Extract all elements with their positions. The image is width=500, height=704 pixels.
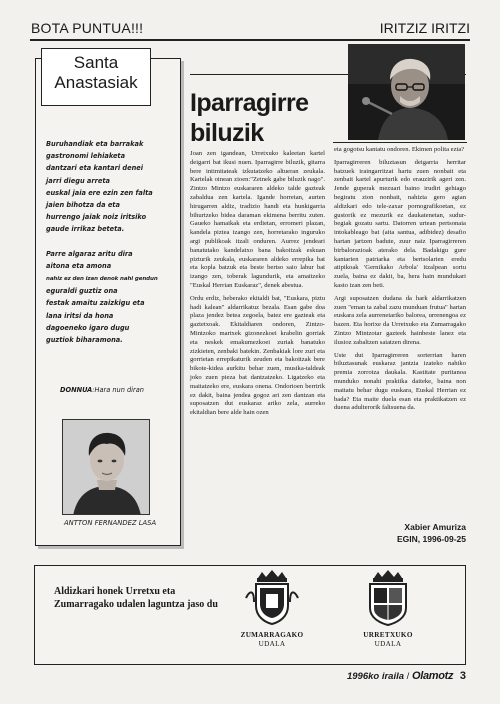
poem-line: dantzari eta kantari denei (46, 164, 144, 173)
poem-line: hurrengo jaiak noiz iritsiko (46, 213, 147, 222)
byline-author: Xabier Amuriza (404, 522, 466, 532)
zumarraga-coat-of-arms-icon (244, 568, 300, 626)
header-divider (30, 39, 470, 41)
poem-line: eguraldi guztiz ona (46, 287, 118, 296)
page-number: 3 (459, 670, 466, 682)
poem-line: dagoeneko igaro dugu (46, 323, 130, 332)
poem-line: gaude irrikaz beteta. (46, 225, 125, 234)
sponsor-text: Aldizkari honek Urretxu eta Zumarragako udalen laguntza jaso du (54, 586, 218, 610)
article-paragraph: Ordu erdiz, heberako ekitaldi bat, "Euskara, piztu hadi kalean" aldarrikatuz bezala. Esan gabe doa plaza jendez betea zegoela, batez ere gazteak eta gaztetxoak. Ekitaldiaren ondoren, Zintzo-Mintzoko martxek gizonezkoei krabelin gorriak eta neskek emakumezkoei zuriak banatuko zizkieten, zenbaki batekin. Zenbakiak lore zuri eta gorrietan errepikaturik zeuden eta bakoitzak bere bikote-kidea aurkitu behar zuen, musika-taldeak joko zuen pieza bat dantzatzeko. Ligatzeko eta maitatzeko ere, euskara onena. Ondorioen berririk ez dakit, baina jendea gogoz ari zen dantzan eta suposatzen dut euskaraz ariko zela, aurreko ekitaldian bere alde hain ozen (190, 294, 325, 417)
poem-text (46, 138, 174, 358)
poem-signature-rest: :Hara nun diran (92, 386, 144, 394)
zumarraga-seal (237, 568, 307, 649)
urretxu-label-2: UDALA (374, 640, 402, 648)
issue-date: 1996ko iraila (346, 671, 405, 682)
poem-line: nahiz ez den izan denok nahi gendun (46, 276, 158, 283)
page-footer (347, 670, 466, 682)
poem-signature (60, 386, 144, 394)
author-photo-illustration (348, 44, 465, 140)
byline-source: EGIN, 1996-09-25 (397, 534, 466, 544)
poem-author: DONNUA (60, 386, 93, 394)
article-column-1 (190, 150, 325, 422)
article-column-2 (334, 146, 466, 417)
article-paragraph: Uste dut Iparragirreren sorterrian haren biluztasunak euskaraz jantzia izateko nahiko premia zorrotza daukala. Kastitate puritanoa munduko nonahi praktika daiteke, baina non maitatu behar dugu euskara, Euskal Herrian ez bada? Eta maite duela esan eta praktikatzen ez duena adulterorik faltsuena da. (334, 351, 466, 412)
portrait-illustration (63, 420, 150, 515)
article-paragraph: Argi suposatzen dudana da hark aldarrikatzen zuen "eman ta zabal zazu munduan frutua" hartan euskara zela aurrenetariko balorea, urrenengoa ez bazen. Eta horixe da Urretxuko eta Zumarragako Zintzo Mintzotar gazteek hainbeste lanez eta ilusioz zabaltzen saiatzen direna. (334, 294, 466, 346)
headline-line1: Iparragirre (190, 89, 309, 117)
poem-stanza-2 (46, 248, 174, 347)
poem-stanza-1 (46, 138, 174, 236)
zumarraga-label-2: UDALA (258, 640, 286, 648)
poem-line: gastronomi lehiaketa (46, 152, 126, 161)
urretxu-coat-of-arms-icon (362, 568, 414, 626)
author-photo (348, 44, 465, 140)
article-paragraph: Joan zen igandean, Urretxuko kaleetan kartel deigarri bat ikusi nuen. Iparragirre biluzik, gitarra bere intimitateak izkutatzeko altueran zeukala. Kartelak oinean zioen:"Zeinek gabe biluzik nago". Zintzo Mintzo euskararen aldeko talde gazteak zabaldua zen kartela. Igande horretan, aurten hirugarren aldiz, tradizio handi eta hunkigarria bihurtzeko bidea daraman ekimena berritu zuten. Gaueko hamaikak eta erdietan, erromeri plazan, kandela piztea izango zen, horretarako inguruko argi publikoak itzali onduren. Aurrez jendeari banatutako kandelatxo bana bakoitzak eskuan pizturik zeukala, euskararen aldeko errepika bat eta kopla batzuk eta beste bertso saio labur bat izango zen, toberak lagundurik, eta amaitzeko "Euskal Herrian Euskaraz", denek abestua. (190, 150, 325, 289)
portrait-caption: ANTTON FERNANDEZ LASA (64, 519, 157, 527)
urretxu-label-1: URRETXUKO (363, 631, 413, 639)
article-byline (380, 521, 466, 545)
zumarraga-label-1: ZUMARRAGAKO (240, 631, 304, 639)
section-label-right: IRITZIZ IRITZI (379, 20, 470, 36)
poem-title-line1: Santa (73, 53, 119, 72)
urretxu-seal (357, 568, 419, 649)
article-paragraph: Iparragirreren biluztasun deigarria herritar batzuek iraingarritzat hartu zuen nonbait eta zenbait kartel apurturik edo erauzirik ageri zen. Jende guperak mezuari baino irudiri gehiago begiratu zion nonbait, nahizta gero agian aldizkari edo tele-zaxar pornografikoetan, ez gustorik ez mezurik ez daukatenetan, sudur-begiak gozatu sartu. Datorren urtean pertsonaia intokableago bat (aita santua, adibidez) desafio hartan jartzen badute, zuur naiz Iparragirreren birbalorazioak aterako dela. Badakigu gure kantarien patriarka eta bertsolarien eredu atipikoak 'Gernikako Arbola' itzalpean sortu zuela, baina ez dakit, ba, hera hain mundukari kasto izan zen beti. (334, 158, 466, 289)
footer-separator: / (406, 671, 410, 682)
article-headline (190, 88, 308, 148)
poem-line: aitona eta amona (46, 261, 112, 270)
magazine-logo: Olamotz (411, 670, 454, 682)
poem-line: Parre algaraz aritu dira (46, 249, 133, 258)
poem-line: guztiok biharamona. (46, 336, 123, 345)
headline-line2: biluzik (190, 119, 264, 147)
portrait-photo (62, 419, 150, 515)
poem-title-line2: Anastasiak (54, 73, 138, 92)
poem-title-card (41, 48, 151, 106)
section-label-left: BOTA PUNTUA!!! (31, 20, 144, 36)
photo-bottom-rule (333, 142, 467, 143)
poem-line: euskal jaia ere ezin zen falta (46, 188, 153, 197)
poem-line: festak amaitu zaizkigu eta (46, 299, 145, 308)
poem-line: Buruhandiak eta barrakak (46, 140, 144, 148)
poem-line: lana iritsi da hona (46, 311, 114, 320)
poem-line: jarri diegu arreta (46, 176, 110, 185)
poem-line: jaien bihotza da eta (46, 201, 120, 210)
article-paragraph: eta gogotsu kantatu ondoren. Ekimen polita ezta? (334, 146, 465, 153)
